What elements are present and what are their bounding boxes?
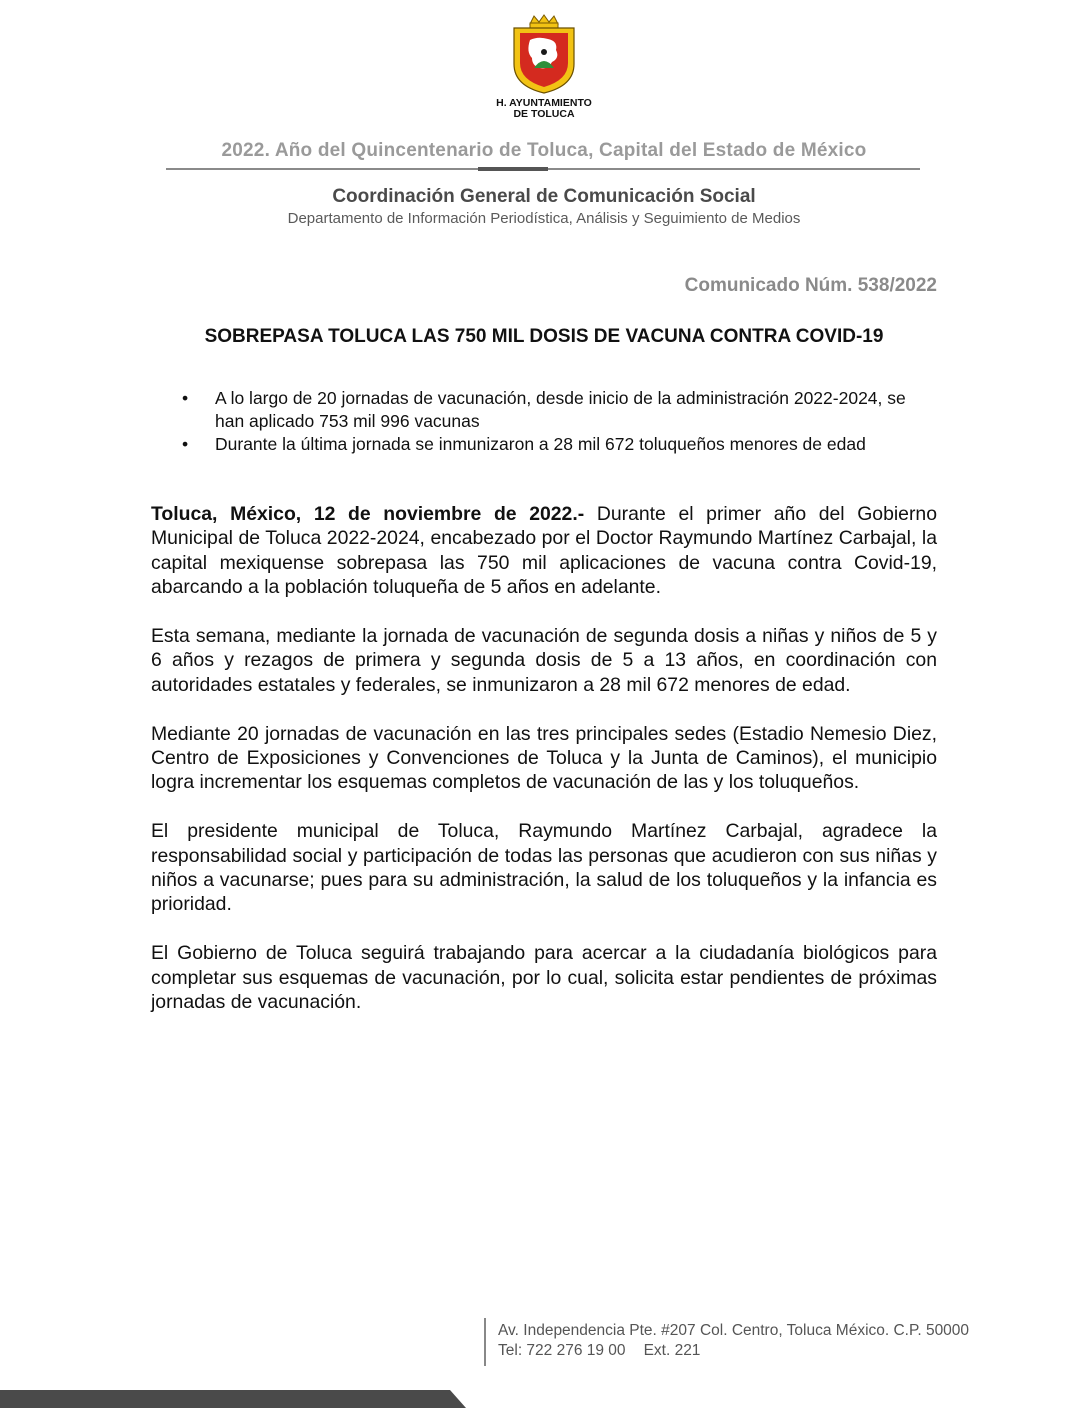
logo-label-line2: DE TOLUCA [513,108,575,120]
toluca-coat-of-arms-logo [488,14,600,120]
paragraph-text: Durante el primer año del Gobierno Municipal de Toluca 2022-2024, encabezado por el Doctor Raymundo Martínez Carbajal, la capital mexiquense sobrepasa las 750 mil aplicaciones de vacuna contra Covid-19, abarcando a la población toluqueña de 5 años en adelante. [151,503,937,599]
footer-contact [498,1342,700,1360]
coordination-title: Coordinación General de Comunicación Social [332,186,756,207]
headline: SOBREPASA TOLUCA LAS 750 MIL DOSIS DE VACUNA CONTRA COVID-19 [204,326,884,347]
year-motto: 2022. Año del Quincentenario de Toluca, Capital del Estado de México [221,140,867,161]
footer-extension: Ext. 221 [643,1342,701,1359]
paragraph: El Gobierno de Toluca seguirá trabajando para acercar a la ciudadanía biológicos para completar sus esquemas de vacunación, por lo cual, solicita estar pendientes de próximas jornadas de vacunación. [151,942,937,1014]
article-body [151,502,937,1039]
list-item [172,433,917,456]
paragraph: Esta semana, mediante la jornada de vacunación de segunda dosis a niñas y niños de 5 y 6 años y rezagos de primera y segunda dosis de 5 a 13 años, en coordinación con autoridades estatales y federales, se inmunizaron a 28 mil 672 menores de edad. [151,625,937,696]
press-release-number: Comunicado Núm. 538/2022 [684,275,937,296]
bullet-icon: • [182,388,189,408]
summary-bullets [172,387,917,456]
list-item [172,387,917,433]
header-divider-accent [478,167,548,171]
bullet-text: Durante la última jornada se inmunizaron a 28 mil 672 toluqueños menores de edad [215,434,866,454]
paragraph [151,502,937,600]
footer-band [0,1390,466,1408]
dateline: Toluca, México, 12 de noviembre de 2022.- [151,503,585,525]
bullet-icon: • [182,434,189,454]
paragraph: El presidente municipal de Toluca, Raymundo Martínez Carbajal, agradece la responsabilidad social y participación de todas las personas que acudieron con sus niñas y niños a vacunarse; pues para su administración, la salud de los toluqueños y la infancia es prioridad. [151,820,937,916]
coat-of-arms-icon [508,14,580,94]
footer-divider [484,1318,486,1366]
footer-phone: Tel: 722 276 19 00 [498,1342,626,1359]
bullet-text: A lo largo de 20 jornadas de vacunación, desde inicio de la administración 2022-2024, se han aplicado 753 mil 996 vacunas [215,388,906,431]
footer-address: Av. Independencia Pte. #207 Col. Centro, Toluca México. C.P. 50000 [498,1322,970,1339]
paragraph: Mediante 20 jornadas de vacunación en las tres principales sedes (Estadio Nemesio Diez, Centro de Exposiciones y Convenciones de Toluca y la Junta de Caminos), el municipio logra incrementar los esquemas completos de vacunación de las y los toluqueños. [151,722,937,794]
department-subtitle: Departamento de Información Periodística, Análisis y Seguimiento de Medios [287,210,801,227]
logo-label-line1: H. AYUNTAMIENTO [496,97,592,109]
